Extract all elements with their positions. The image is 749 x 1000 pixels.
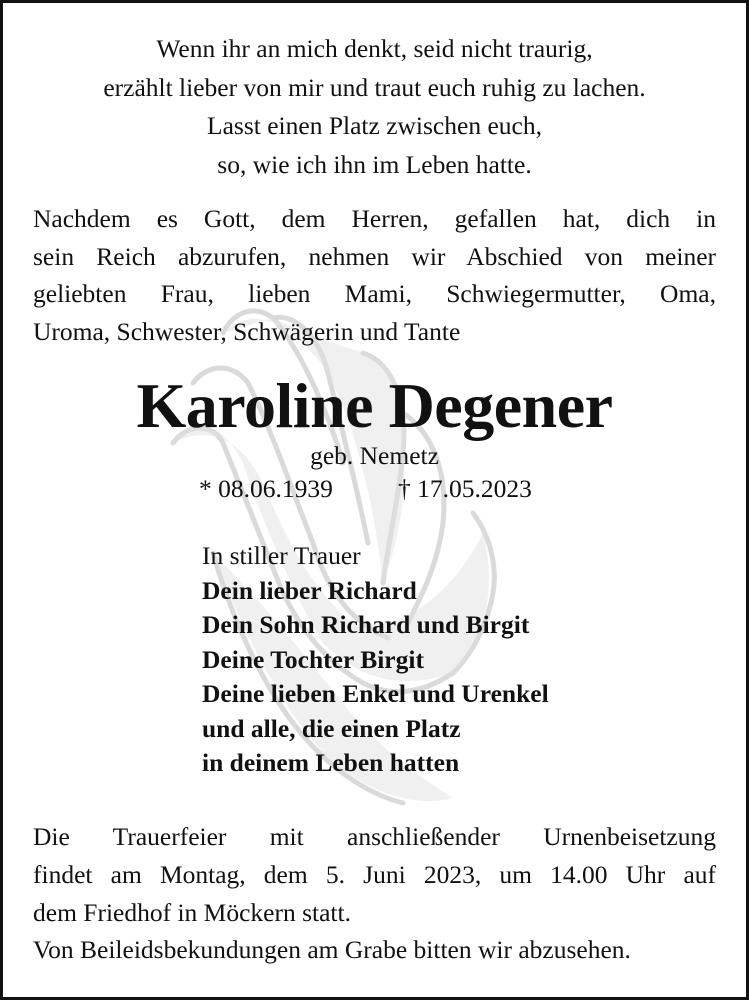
deceased-name: Karoline Degener (136, 370, 613, 441)
poem-line: Lasst einen Platz zwischen euch, (207, 111, 542, 140)
death-date: † 17.05.2023 (398, 474, 532, 503)
funeral-service-info (33, 818, 716, 932)
mourner-line: und alle, die einen Platz (202, 713, 461, 743)
service-line: Die Trauerfeier mit anschließender Urnenbeisetzung (33, 822, 716, 851)
mourners-intro: In stiller Trauer (202, 541, 361, 570)
service-line: dem Friedhof in Möckern statt. (33, 898, 351, 927)
intro-text (33, 200, 716, 350)
mourner-line: Dein lieber Richard (202, 575, 417, 605)
birth-name: geb. Nemetz (310, 441, 439, 470)
poem-line: Wenn ihr an mich denkt, seid nicht traurig, (156, 34, 593, 63)
mourner-line: Dein Sohn Richard und Birgit (202, 610, 530, 639)
intro-line: geliebten Frau, lieben Mami, Schwiegermutter, Oma, (33, 279, 716, 308)
mourner-line: Deine lieben Enkel und Urenkel (202, 679, 549, 708)
mourners (202, 539, 549, 781)
service-line: findet am Montag, dem 5. Juni 2023, um 14.00 Uhr auf (33, 860, 716, 889)
intro-line: Nachdem es Gott, dem Herren, gefallen hat, dich in (33, 204, 716, 233)
intro-line: sein Reich abzurufen, nehmen wir Abschied von meiner (33, 241, 716, 271)
mourner-line: Deine Tochter Birgit (202, 644, 424, 674)
condolence-note: Von Beileidsbekundungen am Grabe bitten wir abzusehen. (33, 935, 631, 964)
poem-line: so, wie ich ihn im Leben hatte. (217, 149, 532, 179)
poem-line: erzählt lieber von mir und traut euch ruhig zu lachen. (103, 72, 646, 102)
mourner-line: in deinem Leben hatten (202, 748, 460, 777)
poem (3, 30, 746, 184)
birth-date: * 08.06.1939 (199, 474, 333, 503)
intro-line: Uroma, Schwester, Schwägerin und Tante (33, 316, 461, 346)
